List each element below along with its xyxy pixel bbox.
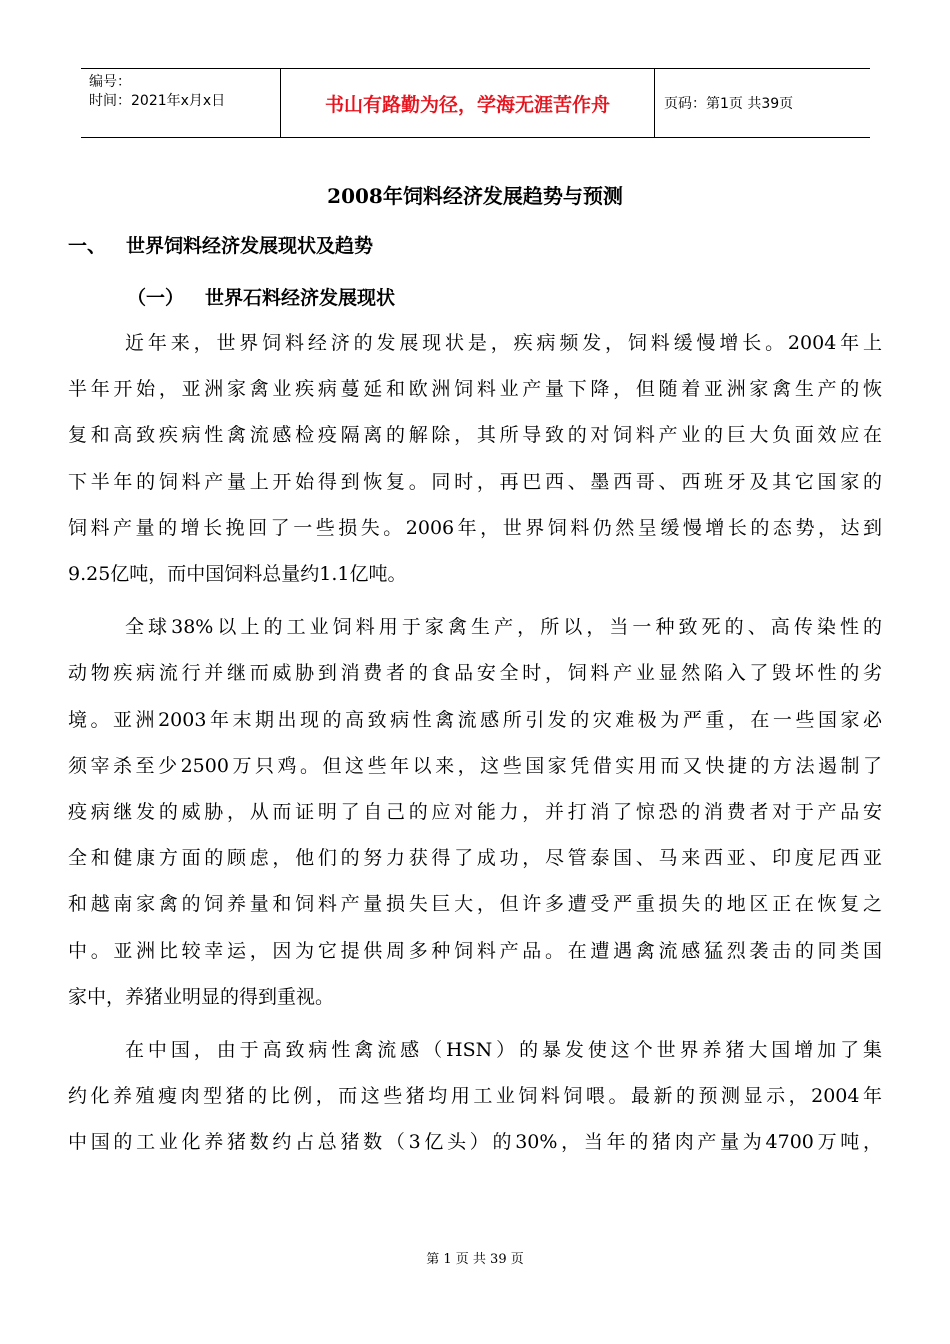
section-title: 世界饲料经济发展现状及趋势 xyxy=(126,235,374,257)
text-line: 境。亚洲2003年末期出现的高致病性禽流感所引发的灾难极为严重，在一些国家必 xyxy=(68,708,882,731)
text-line: 半年开始，亚洲家禽业疾病蔓延和欧洲饲料业产量下降，但随着亚洲家禽生产的恢 xyxy=(68,378,882,401)
section-heading xyxy=(68,231,373,258)
text-line: 全球38%以上的工业饲料用于家禽生产，所以，当一种致死的、高传染性的 xyxy=(125,616,882,639)
text-line: 全和健康方面的顾虑，他们的努力获得了成功，尽管泰国、马来西亚、印度尼西亚 xyxy=(68,847,882,870)
page-footer: 第 1 页 共 39 页 xyxy=(426,1252,524,1267)
subsection-number: （一） xyxy=(127,287,185,309)
text-line: 复和高致疾病性禽流感检疫隔离的解除，其所导致的对饲料产业的巨大负面效应在 xyxy=(68,424,882,447)
text-line: 约化养殖瘦肉型猪的比例，而这些猪均用工业饲料饲喂。最新的预测显示，2004年 xyxy=(68,1085,882,1108)
time-label: 时间：2021年x月x日 xyxy=(89,93,226,109)
paragraph xyxy=(68,1027,882,1166)
header-meta xyxy=(81,69,281,137)
paragraph xyxy=(68,604,882,1020)
document-title: 2008年饲料经济发展趋势与预测 xyxy=(327,184,623,208)
section-number: 一、 xyxy=(68,235,107,257)
subsection-heading xyxy=(127,283,395,310)
text-line: 家中，养猪业明显的得到重视。 xyxy=(68,985,335,1008)
text-line: 动物疾病流行并继而威胁到消费者的食品安全时，饲料产业显然陷入了毁坏性的劣 xyxy=(68,662,882,685)
text-line: 下半年的饲料产量上开始得到恢复。同时，再巴西、墨西哥、西班牙及其它国家的 xyxy=(68,470,882,493)
header-page-info: 页码：第1页 共39页 xyxy=(664,96,794,112)
header-motto: 书山有路勤为径，学海无涯苦作舟 xyxy=(281,69,655,137)
page-header xyxy=(81,68,870,138)
number-label: 编号： xyxy=(89,74,131,90)
text-line: 饲料产量的增长挽回了一些损失。2006年，世界饲料仍然呈缓慢增长的态势，达到 xyxy=(68,516,882,539)
text-line: 须宰杀至少2500万只鸡。但这些年以来，这些国家凭借实用而又快捷的方法遏制了 xyxy=(68,754,882,777)
text-line: 中国的工业化养猪数约占总猪数（3亿头）的30%，当年的猪肉产量为4700万吨， xyxy=(68,1131,882,1154)
text-line: 在中国，由于高致病性禽流感（HSN）的暴发使这个世界养猪大国增加了集 xyxy=(125,1039,882,1062)
text-line: 中。亚洲比较幸运，因为它提供周多种饲料产品。在遭遇禽流感猛烈袭击的同类国 xyxy=(68,939,882,962)
subsection-title: 世界石料经济发展现状 xyxy=(205,287,396,309)
text-line: 疫病继发的威胁，从而证明了自己的应对能力，并打消了惊恐的消费者对于产品安 xyxy=(68,801,882,824)
text-line: 近年来，世界饲料经济的发展现状是，疾病频发，饲料缓慢增长。2004年上 xyxy=(125,332,882,354)
paragraph xyxy=(68,320,882,597)
text-line: 9.25亿吨，而中国饲料总量约1.1亿吨。 xyxy=(68,563,407,586)
body-text xyxy=(68,320,882,1173)
text-line: 和越南家禽的饲养量和饲料产量损失巨大，但许多遭受严重损失的地区正在恢复之 xyxy=(68,893,882,916)
